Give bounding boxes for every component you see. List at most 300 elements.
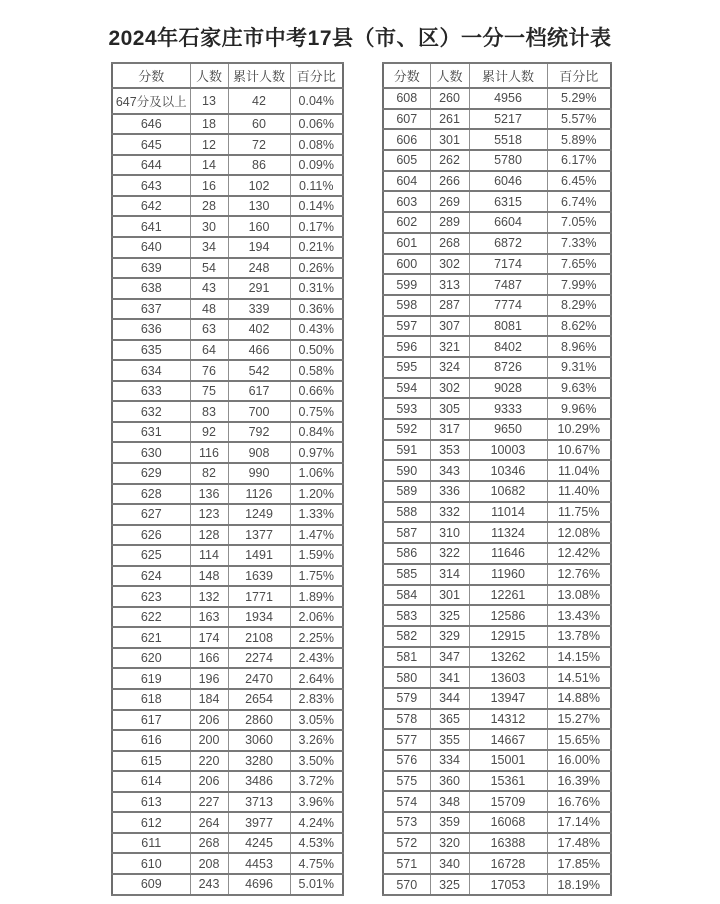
cumulative-cell: 6872 [469,233,547,254]
count-cell: 92 [190,422,228,443]
table-row [112,134,343,155]
table-row [112,216,343,237]
score-cell: 584 [383,585,430,606]
percent-cell: 17.48% [547,833,611,854]
score-table-right [382,62,612,896]
table-row [112,525,343,546]
count-cell: 329 [430,626,469,647]
cumulative-cell: 908 [228,442,290,463]
table-row [383,171,611,192]
percent-cell: 0.09% [290,155,343,176]
score-cell: 618 [112,689,190,710]
score-cell: 621 [112,627,190,648]
table-row [383,419,611,440]
table-row [383,254,611,275]
percent-cell: 5.89% [547,129,611,150]
percent-cell: 17.14% [547,812,611,833]
table-row [112,607,343,628]
score-cell: 581 [383,647,430,668]
table-row [112,175,343,196]
count-cell: 262 [430,150,469,171]
cumulative-cell: 9333 [469,398,547,419]
percent-cell: 1.89% [290,586,343,607]
score-cell: 627 [112,504,190,525]
score-cell: 622 [112,607,190,628]
score-table-left [111,62,344,896]
count-cell: 123 [190,504,228,525]
table-row [383,874,611,895]
table-row [112,484,343,505]
count-cell: 347 [430,647,469,668]
score-cell: 600 [383,254,430,275]
count-cell: 208 [190,853,228,874]
count-cell: 166 [190,648,228,669]
percent-cell: 0.17% [290,216,343,237]
percent-cell: 3.72% [290,771,343,792]
count-cell: 334 [430,750,469,771]
cumulative-cell: 6315 [469,191,547,212]
score-cell: 635 [112,340,190,361]
count-cell: 321 [430,336,469,357]
cumulative-cell: 11014 [469,502,547,523]
cumulative-cell: 3060 [228,730,290,751]
table-row [383,688,611,709]
percent-cell: 0.43% [290,319,343,340]
table-row [383,378,611,399]
table-row [112,792,343,813]
percent-cell: 14.15% [547,647,611,668]
count-cell: 196 [190,668,228,689]
percent-cell: 0.84% [290,422,343,443]
score-cell: 631 [112,422,190,443]
percent-cell: 3.26% [290,730,343,751]
count-cell: 302 [430,254,469,275]
score-cell: 586 [383,543,430,564]
table-row [383,460,611,481]
count-cell: 75 [190,381,228,402]
cumulative-cell: 3713 [228,792,290,813]
percent-cell: 7.33% [547,233,611,254]
count-cell: 132 [190,586,228,607]
percent-cell: 8.62% [547,316,611,337]
table-row [112,114,343,135]
table-row [112,155,343,176]
score-cell: 604 [383,171,430,192]
count-cell: 34 [190,237,228,258]
score-cell: 587 [383,522,430,543]
count-cell: 341 [430,667,469,688]
cumulative-cell: 14312 [469,709,547,730]
cumulative-cell: 13603 [469,667,547,688]
score-cell: 598 [383,295,430,316]
cumulative-cell: 10346 [469,460,547,481]
score-cell: 580 [383,667,430,688]
cumulative-cell: 8726 [469,357,547,378]
percent-cell: 0.50% [290,340,343,361]
page-title: 2024年石家庄市中考17县（市、区）一分一档统计表 [108,27,612,50]
cumulative-cell: 5518 [469,129,547,150]
cumulative-cell: 1126 [228,484,290,505]
table-row [112,442,343,463]
score-cell: 628 [112,484,190,505]
count-cell: 243 [190,874,228,895]
table-row [112,648,343,669]
cumulative-cell: 7487 [469,274,547,295]
percent-cell: 10.29% [547,419,611,440]
score-cell: 614 [112,771,190,792]
score-cell: 644 [112,155,190,176]
cumulative-cell: 1639 [228,566,290,587]
cumulative-cell: 1249 [228,504,290,525]
count-cell: 16 [190,175,228,196]
cumulative-cell: 466 [228,340,290,361]
cumulative-cell: 700 [228,401,290,422]
table-row [112,627,343,648]
table-row [112,319,343,340]
percent-cell: 0.08% [290,134,343,155]
count-cell: 43 [190,278,228,299]
count-cell: 314 [430,564,469,585]
score-cell: 585 [383,564,430,585]
count-cell: 13 [190,88,228,114]
percent-cell: 13.43% [547,605,611,626]
table-row [383,543,611,564]
percent-cell: 3.50% [290,751,343,772]
cumulative-cell: 4453 [228,853,290,874]
score-cell: 597 [383,316,430,337]
score-cell: 608 [383,88,430,109]
count-cell: 266 [430,171,469,192]
table-row [112,668,343,689]
cumulative-cell: 617 [228,381,290,402]
cumulative-cell: 12915 [469,626,547,647]
score-cell: 617 [112,710,190,731]
cumulative-cell: 14667 [469,729,547,750]
score-cell: 588 [383,502,430,523]
score-cell: 574 [383,791,430,812]
score-cell: 607 [383,109,430,130]
count-cell: 343 [430,460,469,481]
score-cell: 615 [112,751,190,772]
count-cell: 360 [430,771,469,792]
table-row [112,278,343,299]
percent-cell: 14.88% [547,688,611,709]
count-cell: 30 [190,216,228,237]
percent-cell: 12.08% [547,522,611,543]
column-header: 人数 [430,63,469,88]
count-cell: 48 [190,299,228,320]
table-row [112,258,343,279]
percent-cell: 8.96% [547,336,611,357]
table-row [383,233,611,254]
percent-cell: 5.29% [547,88,611,109]
percent-cell: 2.25% [290,627,343,648]
count-cell: 83 [190,401,228,422]
percent-cell: 2.83% [290,689,343,710]
cumulative-cell: 60 [228,114,290,135]
table-row [112,401,343,422]
table-row [383,357,611,378]
score-cell: 616 [112,730,190,751]
table-row [383,667,611,688]
table-row [112,833,343,854]
count-cell: 268 [430,233,469,254]
score-cell: 602 [383,212,430,233]
count-cell: 287 [430,295,469,316]
percent-cell: 0.06% [290,114,343,135]
count-cell: 260 [430,88,469,109]
count-cell: 76 [190,360,228,381]
percent-cell: 5.57% [547,109,611,130]
table-row [383,564,611,585]
count-cell: 365 [430,709,469,730]
score-cell: 625 [112,545,190,566]
cumulative-cell: 3977 [228,812,290,833]
count-cell: 184 [190,689,228,710]
score-cell: 572 [383,833,430,854]
count-cell: 317 [430,419,469,440]
count-cell: 359 [430,812,469,833]
percent-cell: 13.08% [547,585,611,606]
count-cell: 302 [430,378,469,399]
cumulative-cell: 9028 [469,378,547,399]
score-cell: 578 [383,709,430,730]
count-cell: 206 [190,710,228,731]
percent-cell: 11.40% [547,481,611,502]
table-row [383,522,611,543]
score-cell: 632 [112,401,190,422]
score-cell: 590 [383,460,430,481]
count-cell: 340 [430,853,469,874]
percent-cell: 2.06% [290,607,343,628]
table-row [112,237,343,258]
table-row [383,647,611,668]
count-cell: 148 [190,566,228,587]
table-row [383,88,611,109]
percent-cell: 15.65% [547,729,611,750]
score-cell: 594 [383,378,430,399]
table-row [112,340,343,361]
cumulative-cell: 17053 [469,874,547,895]
column-header: 累计人数 [469,63,547,88]
count-cell: 136 [190,484,228,505]
percent-cell: 9.63% [547,378,611,399]
percent-cell: 4.24% [290,812,343,833]
score-cell: 575 [383,771,430,792]
table-row [112,360,343,381]
score-cell: 637 [112,299,190,320]
cumulative-cell: 72 [228,134,290,155]
cumulative-cell: 9650 [469,419,547,440]
count-cell: 301 [430,129,469,150]
percent-cell: 2.64% [290,668,343,689]
percent-cell: 6.45% [547,171,611,192]
percent-cell: 15.27% [547,709,611,730]
cumulative-cell: 6046 [469,171,547,192]
percent-cell: 0.36% [290,299,343,320]
count-cell: 322 [430,543,469,564]
cumulative-cell: 6604 [469,212,547,233]
table-row [383,129,611,150]
count-cell: 54 [190,258,228,279]
cumulative-cell: 10003 [469,440,547,461]
percent-cell: 17.85% [547,853,611,874]
cumulative-cell: 990 [228,463,290,484]
score-cell: 579 [383,688,430,709]
score-cell: 619 [112,668,190,689]
score-cell: 606 [383,129,430,150]
table-row [383,791,611,812]
percent-cell: 12.42% [547,543,611,564]
table-row [383,771,611,792]
percent-cell: 9.31% [547,357,611,378]
cumulative-cell: 15709 [469,791,547,812]
count-cell: 344 [430,688,469,709]
score-cell: 601 [383,233,430,254]
count-cell: 220 [190,751,228,772]
count-cell: 307 [430,316,469,337]
cumulative-cell: 4245 [228,833,290,854]
count-cell: 264 [190,812,228,833]
table-row [383,274,611,295]
table-row [383,853,611,874]
table-row [383,150,611,171]
cumulative-cell: 12261 [469,585,547,606]
score-cell: 611 [112,833,190,854]
cumulative-cell: 291 [228,278,290,299]
count-cell: 82 [190,463,228,484]
percent-cell: 0.97% [290,442,343,463]
count-cell: 174 [190,627,228,648]
count-cell: 348 [430,791,469,812]
cumulative-cell: 16068 [469,812,547,833]
count-cell: 332 [430,502,469,523]
count-cell: 269 [430,191,469,212]
percent-cell: 0.21% [290,237,343,258]
cumulative-cell: 12586 [469,605,547,626]
cumulative-cell: 13262 [469,647,547,668]
score-cell: 638 [112,278,190,299]
table-row [112,771,343,792]
percent-cell: 1.20% [290,484,343,505]
count-cell: 63 [190,319,228,340]
count-cell: 320 [430,833,469,854]
table-row [112,88,343,114]
header-row [383,63,611,88]
score-cell: 636 [112,319,190,340]
score-cell: 603 [383,191,430,212]
score-cell: 571 [383,853,430,874]
cumulative-cell: 4696 [228,874,290,895]
score-cell: 582 [383,626,430,647]
table-row [112,751,343,772]
cumulative-cell: 402 [228,319,290,340]
cumulative-cell: 130 [228,196,290,217]
score-cell: 624 [112,566,190,587]
score-cell: 610 [112,853,190,874]
column-header: 累计人数 [228,63,290,88]
cumulative-cell: 542 [228,360,290,381]
score-cell: 596 [383,336,430,357]
table-row [383,316,611,337]
percent-cell: 0.66% [290,381,343,402]
score-cell: 639 [112,258,190,279]
count-cell: 14 [190,155,228,176]
percent-cell: 18.19% [547,874,611,895]
count-cell: 116 [190,442,228,463]
cumulative-cell: 339 [228,299,290,320]
percent-cell: 0.26% [290,258,343,279]
table-row [112,504,343,525]
cumulative-cell: 1491 [228,545,290,566]
table-row [383,605,611,626]
cumulative-cell: 10682 [469,481,547,502]
table-row [383,191,611,212]
cumulative-cell: 8081 [469,316,547,337]
score-cell: 642 [112,196,190,217]
percent-cell: 7.99% [547,274,611,295]
cumulative-cell: 2654 [228,689,290,710]
table-row [112,730,343,751]
percent-cell: 1.33% [290,504,343,525]
table-row [383,502,611,523]
table-row [112,196,343,217]
cumulative-cell: 7774 [469,295,547,316]
percent-cell: 16.39% [547,771,611,792]
table-row [112,586,343,607]
count-cell: 261 [430,109,469,130]
count-cell: 28 [190,196,228,217]
count-cell: 301 [430,585,469,606]
percent-cell: 1.06% [290,463,343,484]
percent-cell: 7.65% [547,254,611,275]
percent-cell: 4.53% [290,833,343,854]
cumulative-cell: 42 [228,88,290,114]
count-cell: 206 [190,771,228,792]
score-cell: 595 [383,357,430,378]
score-cell: 623 [112,586,190,607]
cumulative-cell: 2274 [228,648,290,669]
score-cell: 643 [112,175,190,196]
count-cell: 18 [190,114,228,135]
score-cell: 570 [383,874,430,895]
cumulative-cell: 11960 [469,564,547,585]
cumulative-cell: 1377 [228,525,290,546]
percent-cell: 1.59% [290,545,343,566]
percent-cell: 14.51% [547,667,611,688]
table-row [112,689,343,710]
percent-cell: 11.04% [547,460,611,481]
count-cell: 336 [430,481,469,502]
cumulative-cell: 16388 [469,833,547,854]
score-cell: 609 [112,874,190,895]
cumulative-cell: 3280 [228,751,290,772]
table-row [112,545,343,566]
percent-cell: 0.11% [290,175,343,196]
score-cell: 605 [383,150,430,171]
percent-cell: 13.78% [547,626,611,647]
percent-cell: 16.00% [547,750,611,771]
cumulative-cell: 5217 [469,109,547,130]
table-row [383,626,611,647]
count-cell: 355 [430,729,469,750]
count-cell: 289 [430,212,469,233]
table-row [383,709,611,730]
cumulative-cell: 15001 [469,750,547,771]
cumulative-cell: 160 [228,216,290,237]
percent-cell: 16.76% [547,791,611,812]
count-cell: 310 [430,522,469,543]
